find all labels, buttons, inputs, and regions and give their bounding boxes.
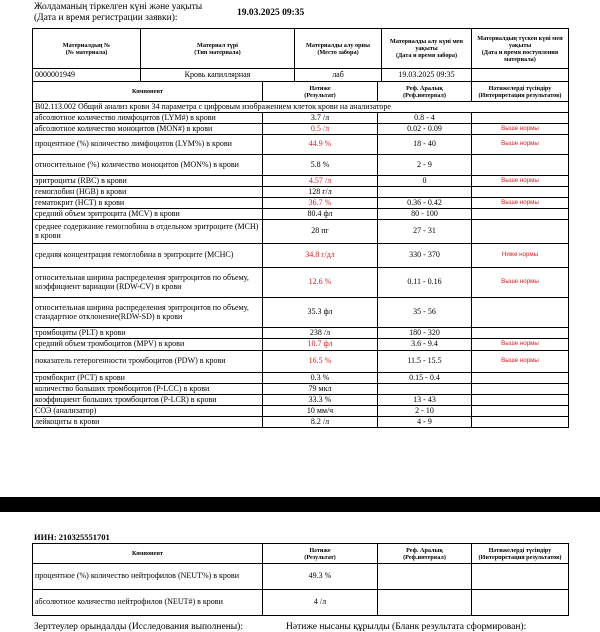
interpretation-flag: Выше нормы	[472, 176, 569, 187]
interpretation-flag	[472, 395, 569, 406]
reference-range: 180 - 320	[378, 328, 472, 339]
component-cell: лейкоциты в крови	[33, 417, 263, 428]
interpretation-flag	[472, 328, 569, 339]
result-row	[33, 395, 569, 406]
reference-range: 2 - 10	[378, 406, 472, 417]
interpretation-header: Нәтижелерді түсіндіру (Интерпретация результатов)	[472, 544, 569, 564]
result-header: Нәтиже (Результат)	[263, 544, 378, 564]
registration-label	[34, 2, 202, 24]
result-value: 33.3 %	[263, 395, 378, 406]
material-header-row	[33, 29, 569, 69]
result-row	[33, 406, 569, 417]
reference-range: 0.8 - 4	[378, 113, 472, 124]
material-number: 0000001949	[33, 69, 141, 82]
result-row	[33, 339, 569, 351]
component-cell: абсолютное количество моноцитов (MON#) в крови	[33, 124, 263, 135]
reference-range: 330 - 370	[378, 244, 472, 268]
page2-header-row	[33, 544, 569, 564]
result-row	[33, 187, 569, 198]
result-value: 80.4 фл	[263, 209, 378, 220]
result-row	[33, 124, 569, 135]
result-row	[33, 268, 569, 298]
component-cell: эритроциты (RBC) в крови	[33, 176, 263, 187]
material-table	[32, 28, 569, 82]
material-header-cell: Материалдың № (№ материала)	[33, 29, 141, 69]
result-header: Нәтиже (Результат)	[263, 82, 378, 102]
interpretation-flag	[472, 373, 569, 384]
result-row	[33, 176, 569, 187]
component-cell: тромбоциты (PLT) в крови	[33, 328, 263, 339]
result-value: 79 мкл	[263, 384, 378, 395]
component-cell: процентное (%) количество лимфоцитов (LYM%) в крови	[33, 135, 263, 155]
registration-date: 19.03.2025 09:35	[237, 8, 305, 18]
result-row	[33, 113, 569, 124]
interpretation-flag: Выше нормы	[472, 351, 569, 373]
test-title-row	[33, 102, 569, 113]
interpretation-flag: Выше нормы	[472, 124, 569, 135]
interpretation-flag	[472, 590, 569, 616]
result-value: 35.3 фл	[263, 298, 378, 328]
page2-results-table	[32, 543, 569, 616]
reference-range: 0.15 - 0.4	[378, 373, 472, 384]
reference-range: 18 - 40	[378, 135, 472, 155]
interpretation-flag	[472, 417, 569, 428]
reference-range	[378, 384, 472, 395]
footer-performed-label: Зерттеулер орындалды (Исследования выполнены):	[34, 622, 243, 632]
result-row	[33, 564, 569, 590]
reference-range: 0.02 - 0.09	[378, 124, 472, 135]
collection-place: лаб	[295, 69, 382, 82]
result-value: 49.3 %	[263, 564, 378, 590]
material-header-cell: Материалды алу күні мен уақыты (Дата и время забора)	[382, 29, 472, 69]
result-row	[33, 351, 569, 373]
interpretation-flag	[472, 155, 569, 176]
component-cell: относительная ширина распределения эритроцитов по объему, стандартное отклонение(RDW-SD) в крови	[33, 298, 263, 328]
result-row	[33, 417, 569, 428]
results-header-row	[33, 82, 569, 102]
component-cell: относительная ширина распределения эритроцитов по объему, коэффициент вариации (RDW-CV) в крови	[33, 268, 263, 298]
interpretation-flag: Ниже нормы	[472, 244, 569, 268]
interpretation-header: Нәтижелерді түсіндіру (Интерпретация результатов)	[472, 82, 569, 102]
reference-range	[378, 590, 472, 616]
results-table	[32, 81, 569, 428]
component-header: Компонент	[33, 82, 263, 102]
result-value: 10 мм/ч	[263, 406, 378, 417]
component-cell: среднее содержание гемоглобина в отдельном эритроците (MCH) в крови	[33, 220, 263, 244]
result-row	[33, 384, 569, 395]
result-row	[33, 328, 569, 339]
component-cell: относительное (%) количество моноцитов (MON%) в крови	[33, 155, 263, 176]
result-value: 16.5 %	[263, 351, 378, 373]
component-cell: абсолютное количество нейтрофилов (NEUT#) в крови	[33, 590, 263, 616]
interpretation-flag	[472, 187, 569, 198]
result-value: 3.7 /л	[263, 113, 378, 124]
interpretation-flag: Выше нормы	[472, 339, 569, 351]
result-value: 4 /л	[263, 590, 378, 616]
reference-range: 3.6 - 9.4	[378, 339, 472, 351]
result-row	[33, 155, 569, 176]
component-cell: гематокрит (HCT) в крови	[33, 198, 263, 209]
interpretation-flag	[472, 406, 569, 417]
component-cell: показатель гетерогенности тромбоцитов (PDW) в крови	[33, 351, 263, 373]
result-value: 4.57 /л	[263, 176, 378, 187]
reference-range: 2 - 9	[378, 155, 472, 176]
result-row	[33, 298, 569, 328]
collection-datetime: 19.03.2025 09:35	[382, 69, 472, 82]
reference-range: 11.5 - 15.5	[378, 351, 472, 373]
result-value: 0.5 /л	[263, 124, 378, 135]
result-value: 5.8 %	[263, 155, 378, 176]
result-value: 8.2 /л	[263, 417, 378, 428]
component-cell: СОЭ (анализатор)	[33, 406, 263, 417]
reference-range: 27 - 31	[378, 220, 472, 244]
component-cell: гемоглобин (HGB) в крови	[33, 187, 263, 198]
component-cell: количество больших тромбоцитов (P-LCC) в крови	[33, 384, 263, 395]
report-page-2	[0, 512, 600, 632]
result-row	[33, 220, 569, 244]
result-row	[33, 373, 569, 384]
result-value: 128 г/л	[263, 187, 378, 198]
interpretation-flag	[472, 564, 569, 590]
component-cell: абсолютное количество лимфоцитов (LYM#) в крови	[33, 113, 263, 124]
interpretation-flag	[472, 384, 569, 395]
receipt-datetime	[472, 69, 569, 82]
component-cell: средний объем тромбоцитов (MPV) в крови	[33, 339, 263, 351]
reference-range	[378, 187, 472, 198]
result-value: 28 пг	[263, 220, 378, 244]
result-value: 12.6 %	[263, 268, 378, 298]
interpretation-flag	[472, 113, 569, 124]
result-row	[33, 198, 569, 209]
reference-header: Реф. Аралық (Реф.интервал)	[378, 544, 472, 564]
result-value: 44.9 %	[263, 135, 378, 155]
interpretation-flag	[472, 298, 569, 328]
component-cell: средняя концентрация гемоглобина в эритроците (MCHC)	[33, 244, 263, 268]
result-value: 10.7 фл	[263, 339, 378, 351]
component-cell: тромбокрит (PCT) в крови	[33, 373, 263, 384]
reference-range: 80 - 100	[378, 209, 472, 220]
footer-generated-label: Нәтиже нысаны құрылды (Бланк результата сформирован):	[286, 622, 527, 632]
material-header-cell: Материалдың түскен күні мен уақыты (Дата и время поступления материала)	[472, 29, 569, 69]
component-cell: коэффициент больших тромбоцитов (P-LCR) в крови	[33, 395, 263, 406]
reference-range	[378, 564, 472, 590]
reference-header: Реф. Аралық (Реф.интервал)	[378, 82, 472, 102]
component-cell: средний объем эритроцита (MCV) в крови	[33, 209, 263, 220]
reference-range: 4 - 9	[378, 417, 472, 428]
reference-range: 0	[378, 176, 472, 187]
result-value: 36.7 %	[263, 198, 378, 209]
results-body	[33, 82, 569, 428]
interpretation-flag: Выше нормы	[472, 268, 569, 298]
result-value: 0.3 %	[263, 373, 378, 384]
test-title: B02.113.002 Общий анализ крови 34 параметра с цифровым изображением клеток крови на анализаторе	[33, 102, 569, 113]
material-header-cell: Материалды алу орны (Место забора)	[295, 29, 382, 69]
reference-range: 0.11 - 0.16	[378, 268, 472, 298]
component-cell: процентное (%) количество нейтрофилов (NEUT%) в крови	[33, 564, 263, 590]
result-row	[33, 590, 569, 616]
interpretation-flag	[472, 220, 569, 244]
result-row	[33, 209, 569, 220]
material-header-cell: Материал түрі (Тип материала)	[141, 29, 295, 69]
reference-range: 13 - 43	[378, 395, 472, 406]
interpretation-flag	[472, 209, 569, 220]
registration-label-kz: Жолдаманың тіркелген күні және уақыты	[34, 2, 203, 12]
reference-range: 35 - 56	[378, 298, 472, 328]
result-row	[33, 244, 569, 268]
result-value: 34.8 г/дл	[263, 244, 378, 268]
component-header: Компонент	[33, 544, 263, 564]
material-data-row	[33, 69, 569, 82]
interpretation-flag: Выше нормы	[472, 135, 569, 155]
registration-label-ru: (Дата и время регистрации заявки):	[34, 13, 178, 23]
result-value: 238 /л	[263, 328, 378, 339]
material-type: Кровь капиллярная	[141, 69, 295, 82]
iin-label: ИИН: 210325551701	[34, 532, 110, 542]
result-row	[33, 135, 569, 155]
page-separator	[0, 497, 600, 512]
reference-range: 0.36 - 0.42	[378, 198, 472, 209]
page2-results-body	[33, 544, 569, 616]
interpretation-flag: Выше нормы	[472, 198, 569, 209]
